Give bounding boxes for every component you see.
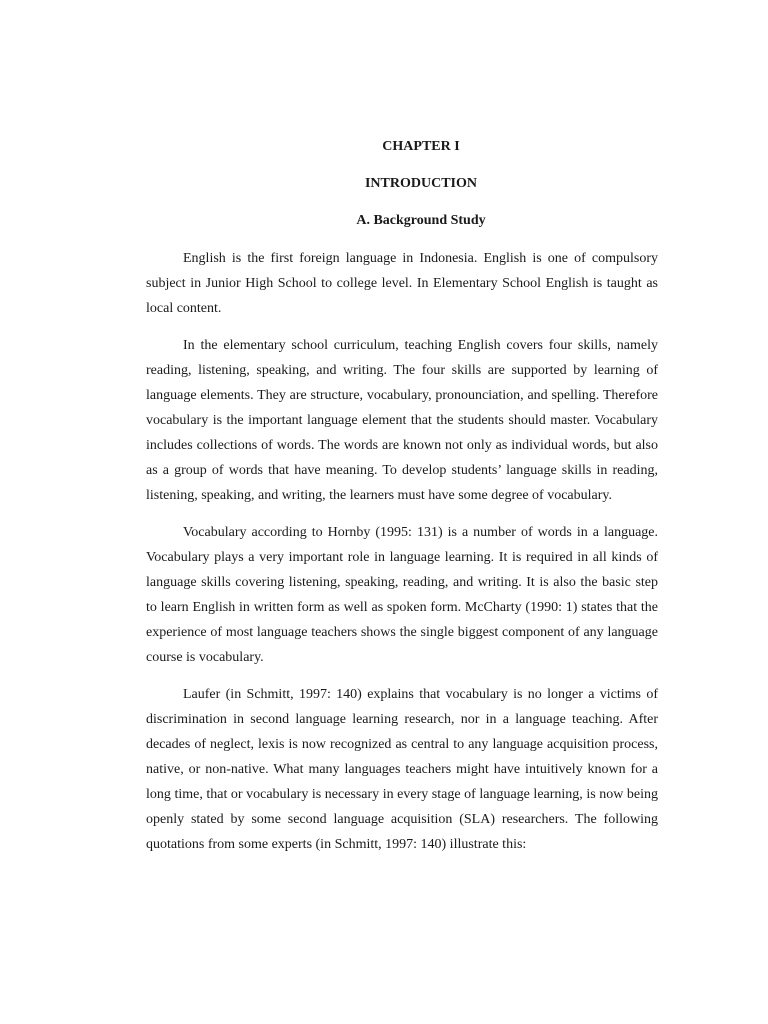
chapter-heading: CHAPTER I <box>382 139 460 154</box>
section-heading: A. Background Study <box>356 213 486 228</box>
chapter-title: INTRODUCTION <box>364 176 477 191</box>
paragraph-4: Laufer (in Schmitt, 1997: 140) explains that vocabulary is no longer a victims of discrimination in second language learning research, nor in a language teaching. After decades of neglect, lexis is now recognized as central to any language acquisition process, native, or non-native. What many languages teachers might have intuitively known for a long time, that or vocabulary is necessary in every stage of language learning, is now being openly stated by some second language acquisition (SLA) researchers. The following quotations from some experts (in Schmitt, 1997: 140) illustrate this: <box>146 687 658 852</box>
body-text <box>146 246 658 857</box>
paragraph-1: English is the first foreign language in Indonesia. English is one of compulsory subject in Junior High School to college level. In Elementary School English is taught as local content. <box>146 251 658 316</box>
paragraph-2: In the elementary school curriculum, teaching English covers four skills, namely reading, listening, speaking, and writing. The four skills are supported by learning of language elements. They are structure, vocabulary, pronounciation, and spelling. Therefore vocabulary is the important language element that the students should master. Vocabulary includes collections of words. The words are known not only as individual words, but also as a group of words that have meaning. To develop students’ language skills in reading, listening, speaking, and writing, the learners must have some degree of vocabulary. <box>146 338 658 503</box>
paragraph-3: Vocabulary according to Hornby (1995: 131) is a number of words in a language. Vocabulary plays a very important role in language learning. It is required in all kinds of language skills covering listening, speaking, reading, and writing. It is also the basic step to learn English in written form as well as spoken form. McCharty (1990: 1) states that the experience of most language teachers shows the single biggest component of any language course is vocabulary. <box>146 525 658 665</box>
